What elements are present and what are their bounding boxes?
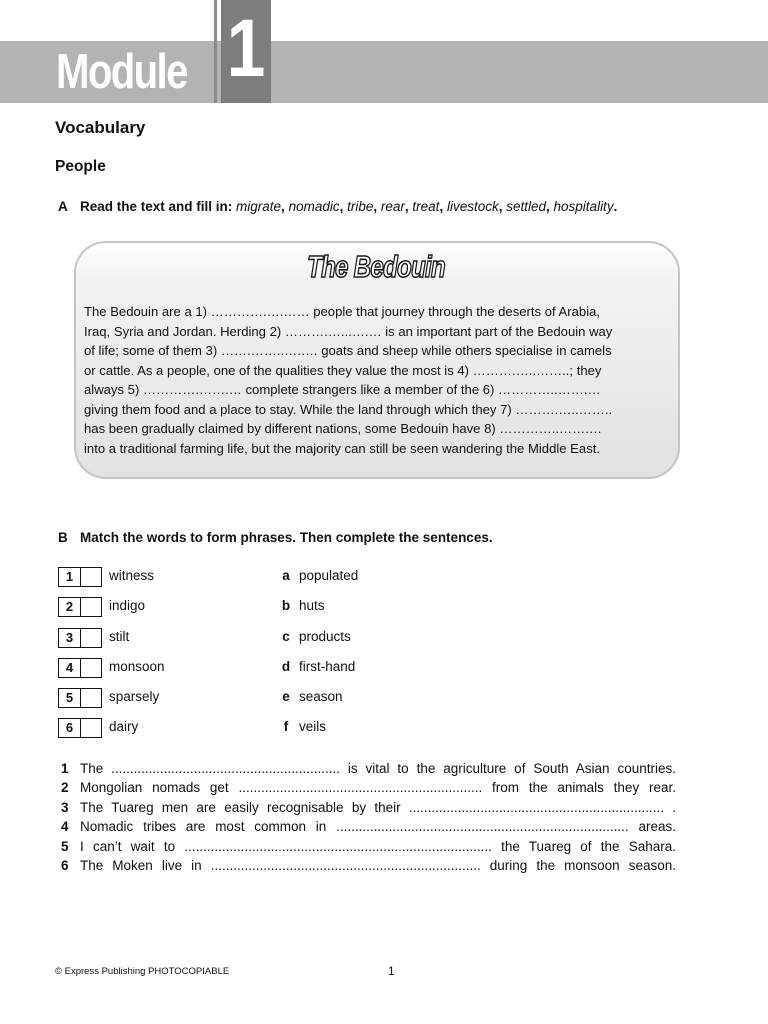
sentence-number: 2 [61,780,69,795]
item-number: 5 [59,689,81,707]
answer-box[interactable] [58,688,102,708]
sentence-text: The Tuareg men are easily recognisable by their .................................................................... . [80,800,676,815]
right-word: first-hand [299,659,356,674]
right-letter: e [282,689,290,704]
answer-box[interactable] [58,658,102,678]
item-number: 4 [59,659,81,677]
right-letter: f [283,719,289,734]
word-option: hospitality [553,199,614,214]
page-number: 1 [388,964,395,978]
reading-line: giving them food and a place to stay. While the land through which they 7) ……….…..…….. [84,401,613,417]
vocabulary-heading: Vocabulary [55,118,146,137]
module-number: 1 [226,3,266,94]
reading-line: The Bedouin are a 1) ………….….…… people that journey through the deserts of Arabia, [84,304,601,319]
word-option: tribe [347,199,374,214]
item-number: 3 [59,629,81,647]
reading-title: The Bedouin [307,249,445,284]
task-b-letter: B [58,530,68,545]
reading-line: has been gradually claimed by different nations, some Bedouin have 8) …………..…….… [84,421,602,436]
word-option: nomadic [288,199,340,214]
left-word: dairy [109,719,139,734]
reading-paragraph [84,302,674,458]
sentence [58,761,676,780]
sentence-text: Nomadic tribes are most common in .............................................................................. areas. [80,819,676,834]
sentence-text: The Moken live in ........................................................................ during the monsoon season. [80,858,676,873]
right-letter: d [281,659,291,674]
right-letter: c [282,629,290,644]
right-word: products [299,629,351,644]
task-b-instruction [58,530,493,545]
word-option: rear [380,199,405,214]
reading-line: or cattle. As a people, one of the qualities they value the most is 4) ……….…..……..; they [84,362,602,378]
answer-box[interactable] [58,628,102,648]
left-word: witness [109,568,155,583]
sentence [58,819,676,838]
task-b-text: Match the words to form phrases. Then complete the sentences. [80,530,493,545]
reading-line: always 5) ………….…….… complete strangers like a member of the 6) …………..…….… [84,382,601,397]
item-number: 6 [59,719,81,737]
right-word: season [299,689,343,704]
right-word: populated [299,568,359,583]
sentence [58,858,676,877]
answer-box[interactable] [58,718,102,738]
right-word: huts [299,598,325,613]
task-a-text: Read the text and fill in: [80,199,233,214]
module-label: Module [56,45,187,99]
reading-line: into a traditional farming life, but the majority can still be seen wandering the Middle East. [84,440,601,456]
right-letter: b [281,598,291,613]
reading-line: of life; some of them 3) …….……..….…. goats and sheep while others specialise in camels [84,343,612,358]
sentence-text: The ............................................................. is vital to the agriculture of South Asian countries. [80,761,676,776]
answer-box[interactable] [58,567,102,587]
reading-line: Iraq, Syria and Jordan. Herding 2) ……….…...….… is an important part of the Bedouin way [84,323,613,339]
word-option: livestock [446,199,499,214]
sentence [58,839,676,858]
left-word: stilt [109,629,130,644]
task-a-wordlist: migrate, nomadic, tribe, rear, treat, livestock, settled, hospitality. [236,199,618,214]
sentence [58,780,676,799]
answer-box[interactable] [58,597,102,617]
sentence-number: 6 [61,858,69,873]
sentence-number: 5 [61,839,69,854]
left-word: sparsely [109,689,160,704]
word-option: migrate [236,199,282,214]
right-letter: a [282,568,290,583]
sentence-number: 1 [61,761,69,776]
module-divider [214,0,217,103]
word-option: treat [412,199,440,214]
item-number: 2 [59,598,81,616]
left-word: indigo [109,598,146,613]
task-a-instruction [58,199,617,214]
people-heading: People [55,158,106,175]
sentence [58,800,676,819]
right-word: veils [299,719,327,734]
footer-copyright: © Express Publishing PHOTOCOPIABLE [55,966,230,977]
sentence-text: Mongolian nomads get ................................................................. from the animals they rear. [80,780,676,795]
item-number: 1 [59,568,81,586]
word-option: settled [506,199,547,214]
sentence-number: 3 [61,800,69,815]
task-a-letter: A [58,199,68,214]
sentence-number: 4 [61,819,69,834]
sentence-text: I can’t wait to .................................................................................. the Tuareg of the Sahara. [80,839,676,854]
left-word: monsoon [109,659,165,674]
